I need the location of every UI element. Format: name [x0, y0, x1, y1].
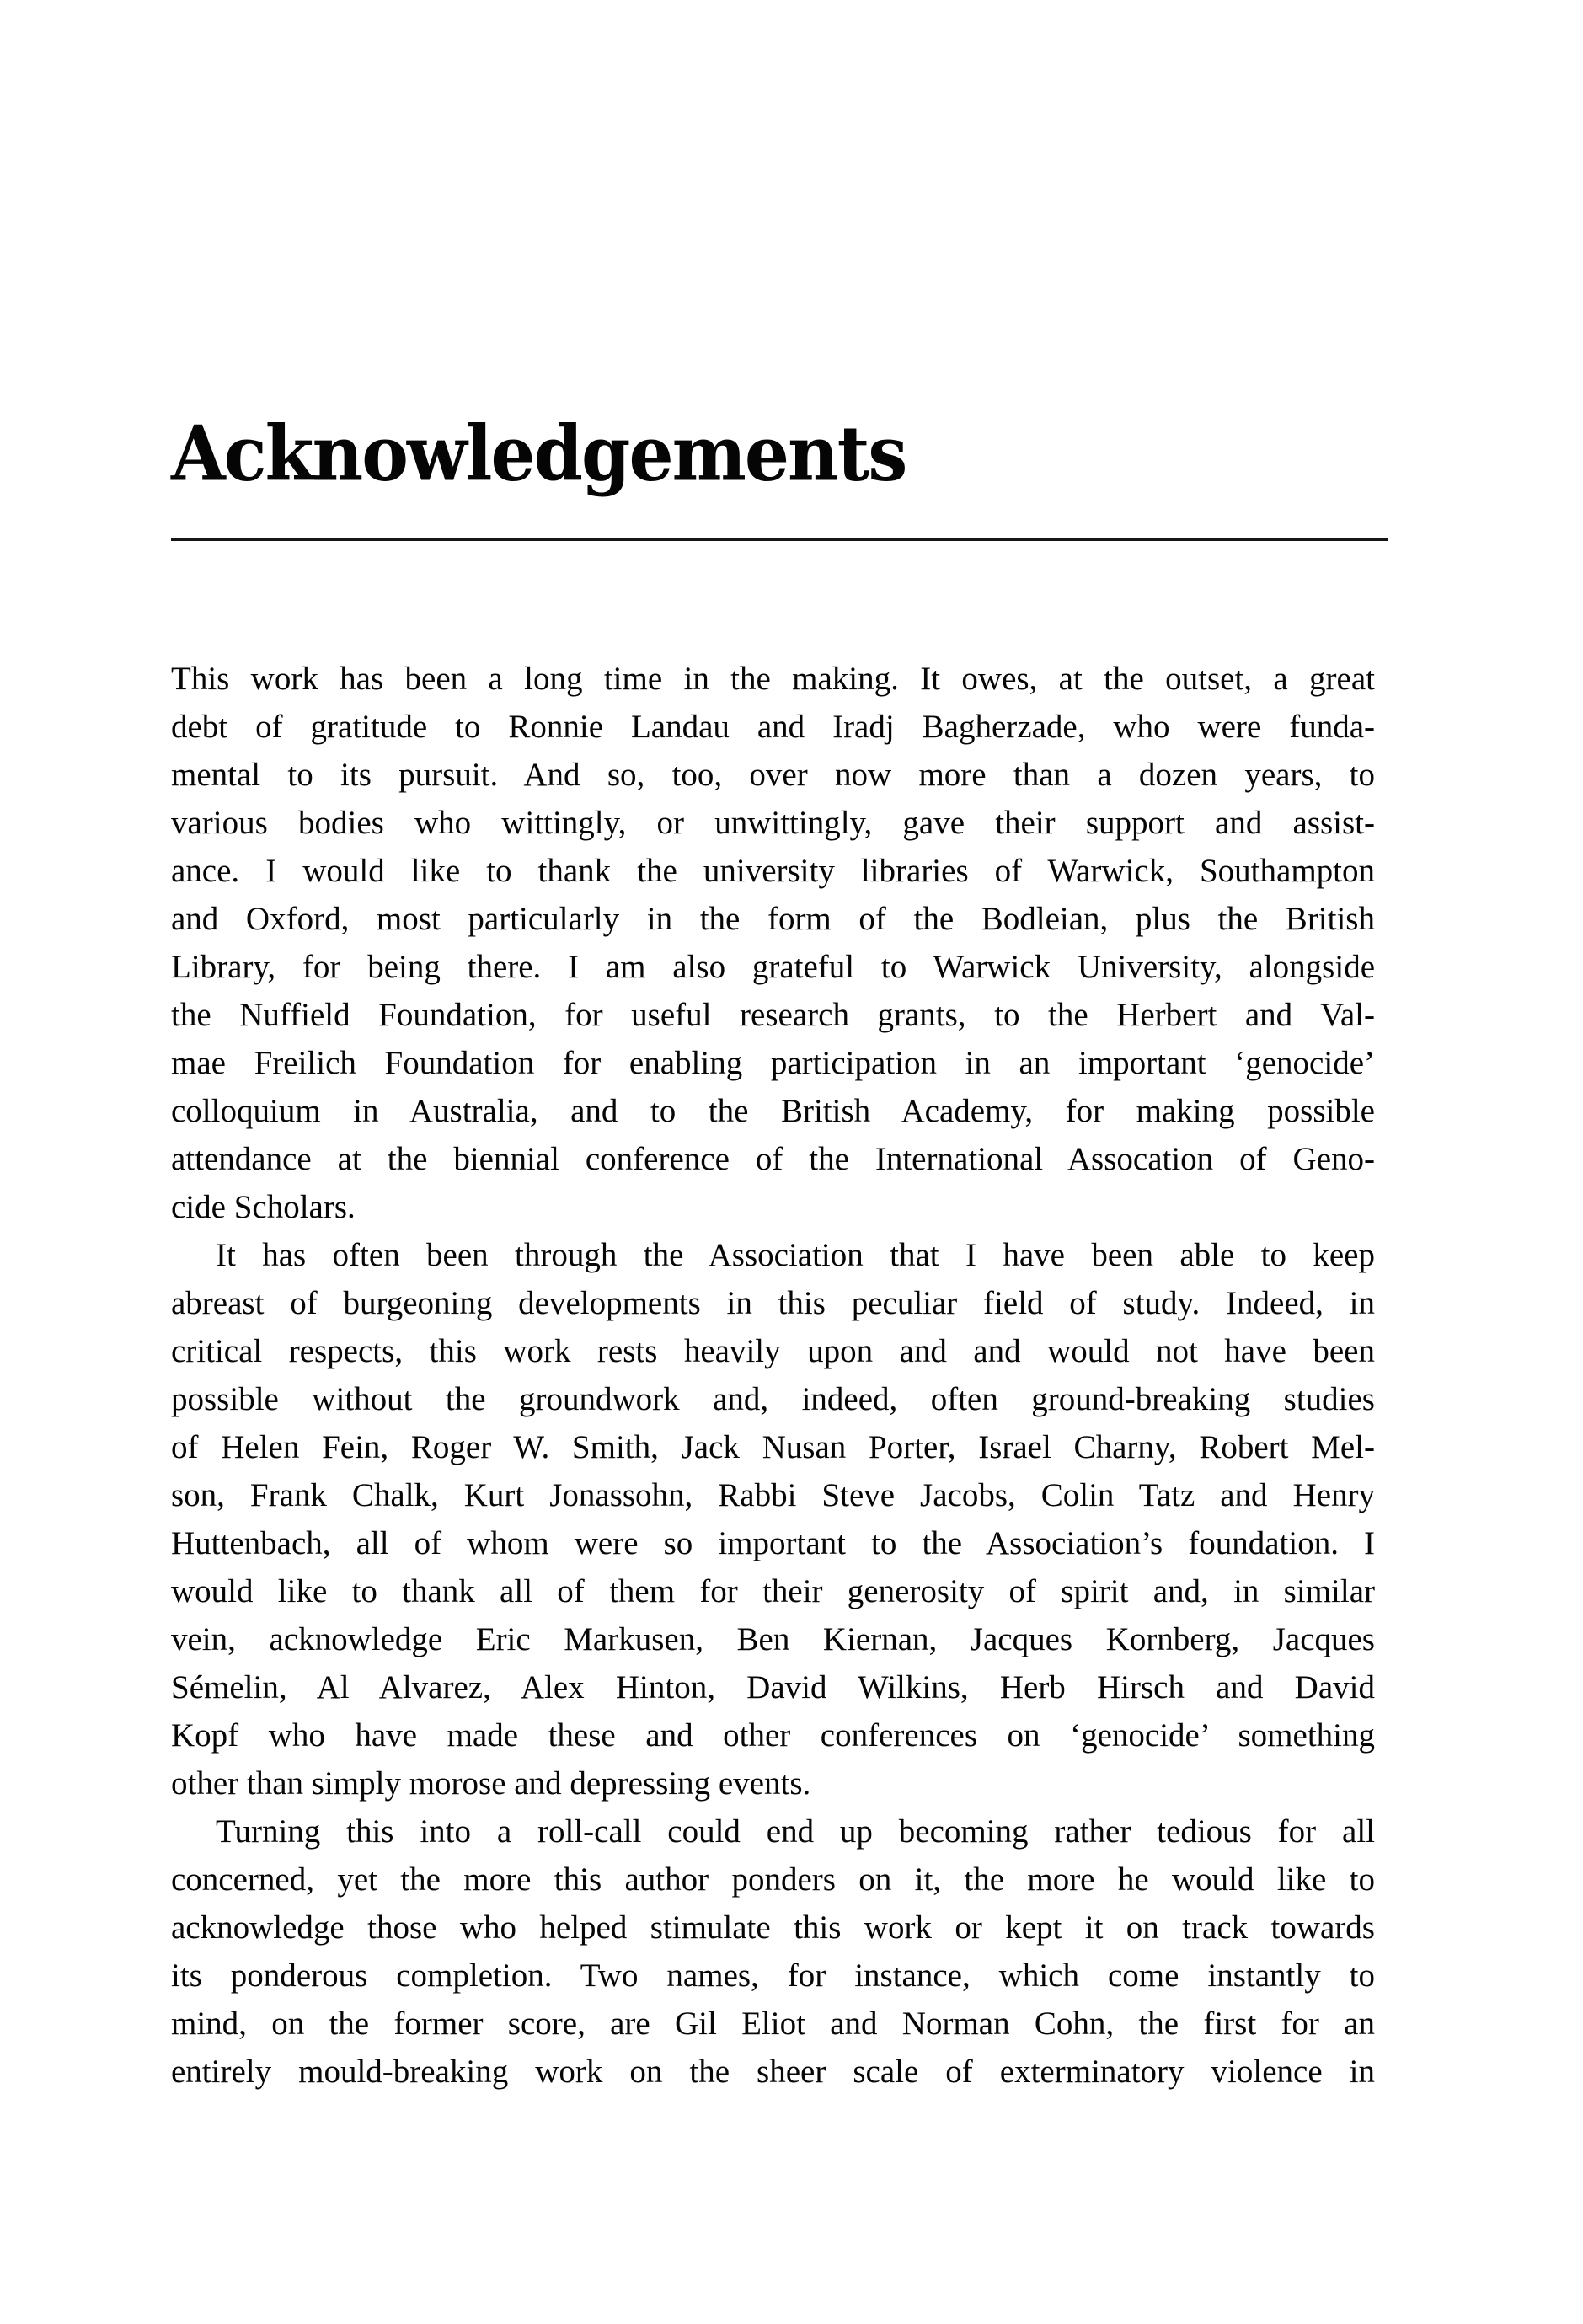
text-line: various bodies who wittingly, or unwittingly, gave their support and assist- — [171, 805, 1375, 841]
text-line: entirely mould-breaking work on the sheer scale of exterminatory violence in — [171, 2054, 1375, 2090]
text-line: mind, on the former score, are Gil Eliot and Norman Cohn, the first for an — [171, 2005, 1375, 2042]
text-line: vein, acknowledge Eric Markusen, Ben Kiernan, Jacques Kornberg, Jacques — [171, 1621, 1375, 1657]
paragraph-2 — [171, 1231, 1375, 1807]
text-line: colloquium in Australia, and to the British Academy, for making possible — [171, 1093, 1375, 1129]
text-line: It has often been through the Association that I have been able to keep — [216, 1237, 1375, 1273]
text-line: possible without the groundwork and, indeed, often ground-breaking studies — [171, 1381, 1375, 1417]
text-line: cide Scholars. — [171, 1189, 356, 1225]
text-line: Turning this into a roll-call could end up becoming rather tedious for all — [216, 1813, 1375, 1850]
paragraph-3 — [171, 1807, 1375, 2096]
text-line: critical respects, this work rests heavily upon and and would not have been — [171, 1333, 1375, 1369]
text-line: son, Frank Chalk, Kurt Jonassohn, Rabbi Steve Jacobs, Colin Tatz and Henry — [171, 1477, 1375, 1513]
text-line: Huttenbach, all of whom were so important to the Association’s foundation. I — [171, 1525, 1375, 1561]
text-line: ance. I would like to thank the university libraries of Warwick, Southampton — [171, 853, 1375, 889]
text-line: Library, for being there. I am also grateful to Warwick University, alongside — [171, 949, 1375, 985]
text-line: attendance at the biennial conference of the International Assocation of Geno- — [171, 1141, 1375, 1177]
text-line: acknowledge those who helped stimulate this work or kept it on track towards — [171, 1909, 1375, 1946]
text-line: would like to thank all of them for their generosity of spirit and, in similar — [171, 1573, 1375, 1609]
text-line: Kopf who have made these and other conferences on ‘genocide’ something — [171, 1717, 1375, 1754]
title-rule — [171, 538, 1388, 541]
text-line: This work has been a long time in the making. It owes, at the outset, a great — [171, 661, 1375, 697]
text-line: concerned, yet the more this author ponders on it, the more he would like to — [171, 1861, 1375, 1898]
text-line: mental to its pursuit. And so, too, over now more than a dozen years, to — [171, 757, 1375, 793]
text-line: mae Freilich Foundation for enabling participation in an important ‘genocide’ — [171, 1045, 1375, 1081]
text-line: debt of gratitude to Ronnie Landau and Iradj Bagherzade, who were funda- — [171, 709, 1375, 745]
acknowledgements-text — [171, 655, 1375, 2096]
text-line: the Nuffield Foundation, for useful research grants, to the Herbert and Val- — [171, 997, 1375, 1033]
text-line: other than simply morose and depressing events. — [171, 1765, 811, 1802]
text-line: its ponderous completion. Two names, for instance, which come instantly to — [171, 1957, 1375, 1994]
text-line: Sémelin, Al Alvarez, Alex Hinton, David Wilkins, Herb Hirsch and David — [171, 1669, 1375, 1706]
text-line: of Helen Fein, Roger W. Smith, Jack Nusan Porter, Israel Charny, Robert Mel- — [171, 1429, 1375, 1465]
text-line: abreast of burgeoning developments in this peculiar field of study. Indeed, in — [171, 1285, 1375, 1321]
page-title: Acknowledgements — [171, 410, 906, 499]
text-line: and Oxford, most particularly in the form of the Bodleian, plus the British — [171, 901, 1375, 937]
paragraph-1 — [171, 655, 1375, 1231]
